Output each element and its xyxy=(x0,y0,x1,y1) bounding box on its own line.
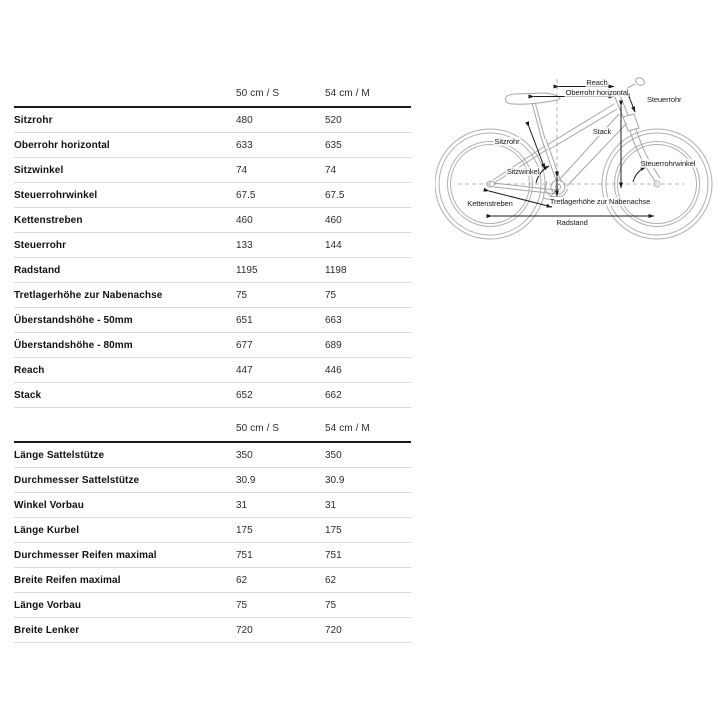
row-value: 1195 xyxy=(236,264,258,276)
column-header: 54 cm / M xyxy=(325,88,370,99)
row-label: Tretlagerhöhe zur Nabenachse xyxy=(14,289,163,301)
row-value: 62 xyxy=(325,574,337,586)
row-value: 175 xyxy=(325,524,342,536)
table-row xyxy=(14,593,411,618)
diagram-label-sitzwinkel: Sitzwinkel xyxy=(506,167,540,176)
geometry-tables xyxy=(14,82,411,643)
table-header-row xyxy=(14,408,411,443)
row-value: 662 xyxy=(325,389,342,401)
diagram-label-steuerrohrwinkel: Steuerrohrwinkel xyxy=(640,158,696,168)
diagram-label-radstand: Radstand xyxy=(556,218,588,227)
row-value: 75 xyxy=(325,289,337,301)
row-label: Länge Sattelstütze xyxy=(14,449,105,461)
row-value: 350 xyxy=(325,449,342,461)
row-value: 480 xyxy=(236,114,253,126)
table-row xyxy=(14,258,411,283)
row-value: 30.9 xyxy=(236,474,256,486)
row-label: Steuerrohr xyxy=(14,239,67,251)
row-value: 446 xyxy=(325,364,342,376)
row-value: 1198 xyxy=(325,264,347,276)
diagram-label-sitzrohr: Sitzrohr xyxy=(494,137,520,146)
row-label: Winkel Vorbau xyxy=(14,499,84,511)
row-label: Durchmesser Reifen maximal xyxy=(14,549,157,561)
diagram-label-reach: Reach xyxy=(586,77,608,87)
table-row xyxy=(14,493,411,518)
table-row xyxy=(14,158,411,183)
row-label: Überstandshöhe - 80mm xyxy=(14,339,133,351)
row-value: 447 xyxy=(236,364,253,376)
row-value: 633 xyxy=(236,139,253,151)
row-label: Steuerrohrwinkel xyxy=(14,189,98,201)
row-value: 663 xyxy=(325,314,342,326)
table-row xyxy=(14,133,411,158)
table-row xyxy=(14,358,411,383)
row-value: 751 xyxy=(325,549,342,561)
column-header: 50 cm / S xyxy=(236,423,280,434)
table-row xyxy=(14,543,411,568)
table-row xyxy=(14,618,411,643)
row-value: 652 xyxy=(236,389,253,401)
row-label: Länge Vorbau xyxy=(14,599,82,611)
row-value: 31 xyxy=(236,499,248,511)
row-value: 520 xyxy=(325,114,342,126)
table-row xyxy=(14,108,411,133)
row-label: Oberrohr horizontal xyxy=(14,139,110,151)
diagram-label-oberrohr-horizontal: Oberrohr horizontal xyxy=(565,88,629,97)
row-value: 67.5 xyxy=(236,189,256,201)
row-value: 74 xyxy=(325,164,337,176)
row-label: Radstand xyxy=(14,264,61,276)
diagram-label-kettenstreben: Kettenstreben xyxy=(467,199,513,208)
row-label: Reach xyxy=(14,364,45,376)
column-header: 54 cm / M xyxy=(325,423,370,434)
table-row xyxy=(14,233,411,258)
row-label: Breite Reifen maximal xyxy=(14,574,121,586)
row-value: 67.5 xyxy=(325,189,345,201)
diagram-label-steuerrohr: Steuerrohr xyxy=(647,95,682,104)
row-value: 62 xyxy=(236,574,248,586)
table-row xyxy=(14,283,411,308)
geometry-table-section xyxy=(14,82,411,408)
row-value: 175 xyxy=(236,524,253,536)
row-value: 350 xyxy=(236,449,253,461)
row-value: 31 xyxy=(325,499,337,511)
diagram-label-stack: Stack xyxy=(592,127,612,136)
row-value: 144 xyxy=(325,239,342,251)
row-value: 30.9 xyxy=(325,474,345,486)
row-label: Stack xyxy=(14,389,42,401)
row-label: Kettenstreben xyxy=(14,214,83,226)
row-label: Länge Kurbel xyxy=(14,524,80,536)
table-header-row xyxy=(14,82,411,108)
column-header: 50 cm / S xyxy=(236,88,280,99)
row-value: 133 xyxy=(236,239,253,251)
table-row xyxy=(14,468,411,493)
row-value: 635 xyxy=(325,139,342,151)
table-row xyxy=(14,568,411,593)
row-value: 460 xyxy=(325,214,342,226)
table-row xyxy=(14,383,411,408)
row-value: 751 xyxy=(236,549,253,561)
row-value: 74 xyxy=(236,164,248,176)
row-value: 677 xyxy=(236,339,253,351)
table-row xyxy=(14,208,411,233)
table-row xyxy=(14,183,411,208)
geometry-table-section xyxy=(14,408,411,643)
row-label: Sitzrohr xyxy=(14,114,53,126)
row-value: 689 xyxy=(325,339,342,351)
row-label: Breite Lenker xyxy=(14,624,80,636)
row-value: 460 xyxy=(236,214,253,226)
steuerrohrwinkel-arc xyxy=(633,167,646,182)
row-value: 720 xyxy=(236,624,253,636)
row-label: Durchmesser Sattelstütze xyxy=(14,474,140,486)
table-row xyxy=(14,518,411,543)
row-value: 75 xyxy=(236,289,248,301)
row-value: 75 xyxy=(236,599,248,611)
row-value: 720 xyxy=(325,624,342,636)
table-row xyxy=(14,333,411,358)
table-row xyxy=(14,308,411,333)
row-label: Sitzwinkel xyxy=(14,164,64,176)
steuerrohr-arrow xyxy=(630,99,635,112)
row-label: Überstandshöhe - 50mm xyxy=(14,314,133,326)
diagram-label-tretlagerhoehe: Tretlagerhöhe zur Nabenachse xyxy=(549,197,651,206)
row-value: 75 xyxy=(325,599,337,611)
row-value: 651 xyxy=(236,314,253,326)
table-row xyxy=(14,443,411,468)
